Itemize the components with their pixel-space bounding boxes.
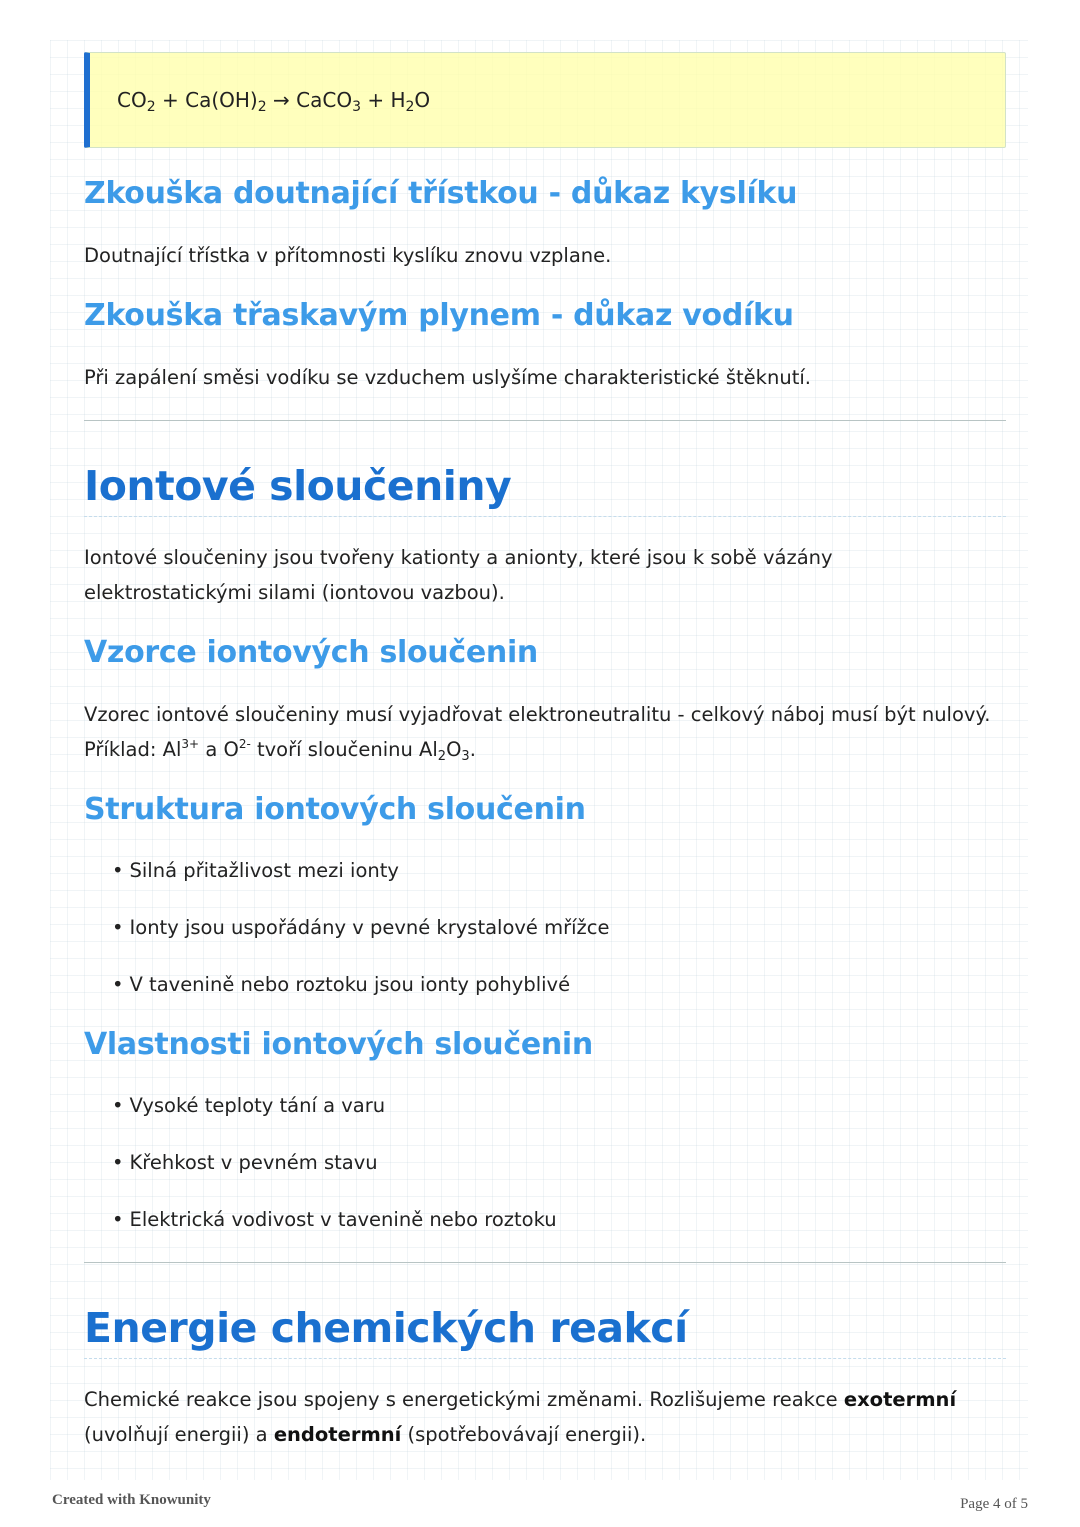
list-ionic-structure — [112, 856, 610, 1027]
list-item: • Elektrická vodivost v tavenině nebo roztoku — [112, 1208, 557, 1231]
bullet-icon: • — [112, 859, 124, 882]
list-item: • Křehkost v pevném stavu — [112, 1151, 378, 1174]
list-item: • Vysoké teploty tání a varu — [112, 1094, 386, 1117]
heading-oxygen-test: Zkouška doutnající třístkou - důkaz kyslíku — [84, 176, 798, 211]
list-item: • Ionty jsou uspořádány v pevné krystalové mřížce — [112, 916, 610, 939]
heading-ionic-formulas: Vzorce iontových sloučenin — [84, 635, 538, 670]
formula-callout — [84, 52, 1006, 148]
bullet-icon: • — [112, 916, 124, 939]
paragraph-oxygen-test: Doutnající třístka v přítomnosti kyslíku znovu vzplane. — [84, 244, 612, 267]
list-item: • V tavenině nebo roztoku jsou ionty pohyblivé — [112, 973, 571, 996]
section-divider — [84, 1262, 1006, 1263]
title-underline — [84, 516, 1006, 517]
paragraph-hydrogen-test: Při zapálení směsi vodíku se vzduchem uslyšíme charakteristické štěknutí. — [84, 366, 811, 389]
formula-text: $CO_2 + Ca(OH)_2$ → CaCO$_3$ + $H_2O$ — [117, 88, 431, 115]
paragraph-reaction-energy: Chemické reakce jsou spojeny s energetickými změnami. Rozlišujeme reakce exotermní (uvolňují energii) a endotermní (spotřebovávají energii). — [84, 1388, 957, 1446]
bullet-icon: • — [112, 1151, 124, 1174]
heading-ionic-properties: Vlastnosti iontových sloučenin — [84, 1027, 593, 1062]
page-number: Page 4 of 5 — [960, 1496, 1028, 1512]
list-ionic-properties — [112, 1091, 557, 1262]
heading-ionic-structure: Struktura iontových sloučenin — [84, 792, 586, 827]
bullet-icon: • — [112, 1094, 124, 1117]
bullet-icon: • — [112, 973, 124, 996]
section-divider — [84, 420, 1006, 421]
paragraph-ionic-formulas: Vzorec iontové sloučeniny musí vyjadřovat elektroneutralitu - celkový náboj musí být nulový. Příklad: $Al^{3+}$ a $O^{2-}$ tvoří sloučeninu $Al_2O_3$. — [84, 703, 991, 764]
footer-credit: Created with Knowunity — [52, 1492, 211, 1508]
title-reaction-energy: Energie chemických reakcí — [84, 1304, 688, 1352]
heading-hydrogen-test: Zkouška třaskavým plynem - důkaz vodíku — [84, 298, 794, 333]
title-underline — [84, 1358, 1006, 1359]
paragraph-ionic-intro: Iontové sloučeniny jsou tvořeny kationty a anionty, které jsou k sobě vázány elektrostatickými silami (iontovou vazbou). — [84, 546, 833, 604]
list-item: • Silná přitažlivost mezi ionty — [112, 859, 399, 882]
bullet-icon: • — [112, 1208, 124, 1231]
title-ionic-compounds: Iontové sloučeniny — [84, 462, 512, 510]
